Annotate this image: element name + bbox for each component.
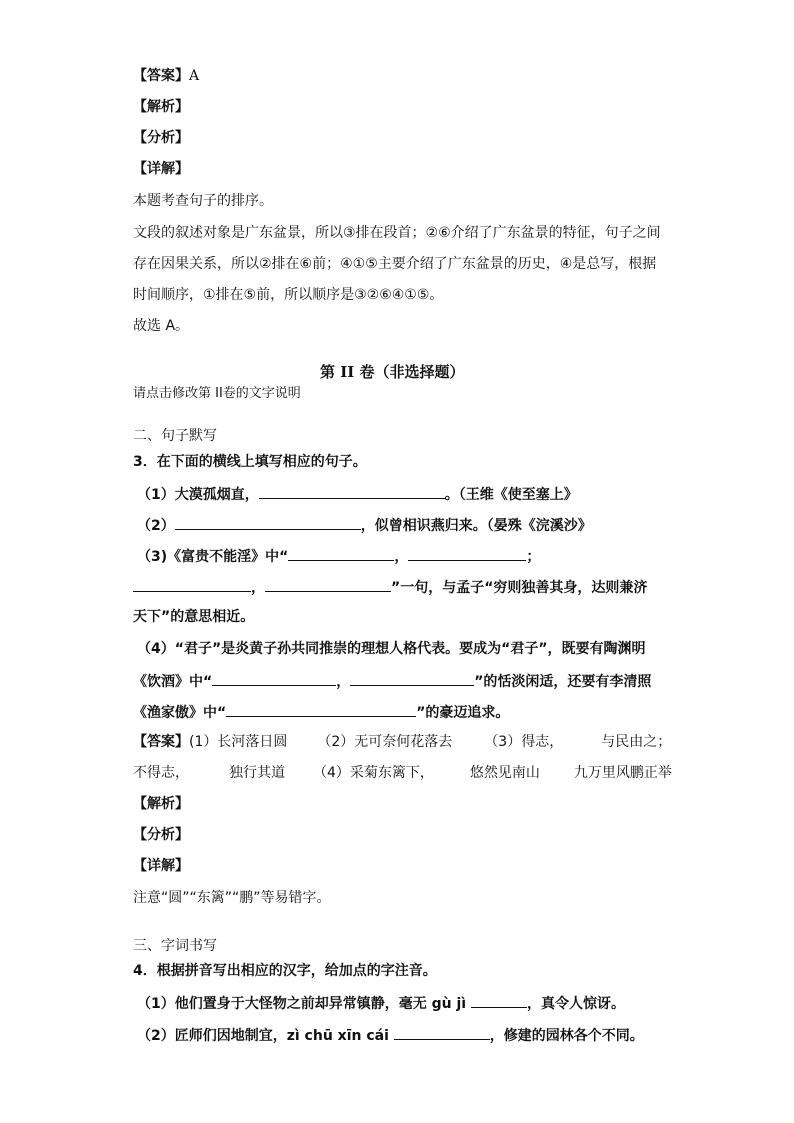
fill-blank[interactable] xyxy=(212,670,336,686)
conclusion: 故选 A。 xyxy=(133,318,190,334)
q4-item-2 xyxy=(137,1024,644,1046)
q3-item-4-cont xyxy=(133,670,651,692)
q3-item-4-end xyxy=(133,701,509,723)
q3-item-2 xyxy=(137,514,592,536)
answer-item: 九万里风鹏正举 xyxy=(573,765,672,781)
q3-item3-text-2: ”一句，与孟子“穷则独善其身，达则兼济 xyxy=(391,580,648,596)
q3-item4-text: 《饮酒》中“ xyxy=(133,674,213,690)
q4-item2-end: ，修建的园林各个不同。 xyxy=(489,1028,644,1044)
answer-label: 【答案】 xyxy=(133,68,189,84)
part-title: 第 II 卷（非选择题） xyxy=(320,363,465,381)
analysis-label: 【解析】 xyxy=(133,796,189,812)
answer-item: 独行其道 xyxy=(229,765,285,781)
fill-blank[interactable] xyxy=(394,1024,490,1040)
fill-blank[interactable] xyxy=(226,701,416,717)
fill-blank[interactable] xyxy=(471,992,527,1008)
fenxi-label: 【分析】 xyxy=(133,827,189,843)
q3-item-3-cont xyxy=(133,576,647,598)
q3-item4-text-4: ”的豪迈追求。 xyxy=(416,705,510,721)
detail-label: 【详解】 xyxy=(133,161,189,177)
answer-item: （2）无可奈何花落去 xyxy=(317,734,453,750)
answer-item: （4）采菊东篱下， xyxy=(313,765,434,781)
answer-item: 与民由之； xyxy=(601,734,672,750)
answers-line-1 xyxy=(133,732,671,752)
q3-item1-source: 。（王维《使至塞上》 xyxy=(444,487,578,503)
q4-item1-end: ，真令人惊讶。 xyxy=(526,996,625,1012)
q3-item2-num: （2） xyxy=(137,518,175,534)
answer-label: 【答案】 xyxy=(133,734,189,750)
q3-item3-text: （3)《富贵不能淫》中“ xyxy=(137,549,289,565)
fill-blank[interactable] xyxy=(133,576,251,592)
q3-item4-text-2: ”的恬淡闲适，还要有李清照 xyxy=(474,674,652,690)
fill-blank[interactable] xyxy=(265,576,391,592)
fenxi-label: 【分析】 xyxy=(133,130,189,146)
q3-item-3 xyxy=(137,545,540,567)
answer-item: (1）长河落日圆 xyxy=(189,734,288,750)
q4-item2-text: （2）匠师们因地制宜，zì chū xīn cái xyxy=(137,1028,389,1044)
answer-note: 注意“圆”“东篱”“鹏”等易错字。 xyxy=(133,890,331,906)
fill-blank[interactable] xyxy=(408,545,526,561)
q3-item1-text: （1）大漠孤烟直， xyxy=(137,487,259,503)
question-3-title: 3．在下面的横线上填写相应的句子。 xyxy=(133,454,367,470)
answer-item: （3）得志， xyxy=(484,734,564,750)
part-note: 请点击修改第 II卷的文字说明 xyxy=(133,386,301,401)
analysis-label: 【解析】 xyxy=(133,99,189,115)
answer-item: 悠然见南山 xyxy=(469,765,540,781)
question-4-title: 4．根据拼音写出相应的汉字，给加点的字注音。 xyxy=(133,963,437,979)
q4-item1-text: （1）他们置身于大怪物之前却异常镇静，毫无 gù jì xyxy=(137,996,467,1012)
q3-item4-text-3: 《渔家傲》中“ xyxy=(133,705,227,721)
q3-item2-text: ，似曾相识燕归来。（晏殊《浣溪沙》 xyxy=(360,518,592,534)
section-heading-2: 二、句子默写 xyxy=(133,428,217,444)
answer-value: A xyxy=(189,68,200,84)
q3-item-3-end: 天下”的意思相近。 xyxy=(133,609,255,625)
explanation-line-2: 存在因果关系，所以②排在⑥前；④①⑤主要介绍了广东盆景的历史，④是总写，根据 xyxy=(133,256,657,272)
q3-item-1 xyxy=(137,483,578,505)
explanation-paragraph-1: 本题考查句子的排序。 xyxy=(133,193,273,209)
fill-blank[interactable] xyxy=(259,483,445,499)
explanation-line-3: 时间顺序，①排在⑤前，所以顺序是③②⑥④①⑤。 xyxy=(133,287,444,303)
fill-blank[interactable] xyxy=(175,514,361,530)
semicolon: ； xyxy=(526,549,541,565)
answers-line-2 xyxy=(133,763,672,783)
fill-blank[interactable] xyxy=(350,670,474,686)
comma: ， xyxy=(394,549,409,565)
explanation-line-1: 文段的叙述对象是广东盆景，所以③排在段首；②⑥介绍了广东盆景的特征，句子之间 xyxy=(133,225,661,241)
answer-item: 不得志， xyxy=(133,765,189,781)
comma: ， xyxy=(251,580,265,596)
detail-label: 【详解】 xyxy=(133,858,189,874)
q4-item-1 xyxy=(137,992,625,1014)
comma: ， xyxy=(336,674,351,690)
fill-blank[interactable] xyxy=(288,545,394,561)
q3-item-4: （4）“君子”是炎黄子孙共同推崇的理想人格代表。要成为“君子”，既要有陶渊明 xyxy=(137,641,646,657)
section-heading-3: 三、字词书写 xyxy=(133,938,217,954)
answer-line xyxy=(133,66,199,86)
